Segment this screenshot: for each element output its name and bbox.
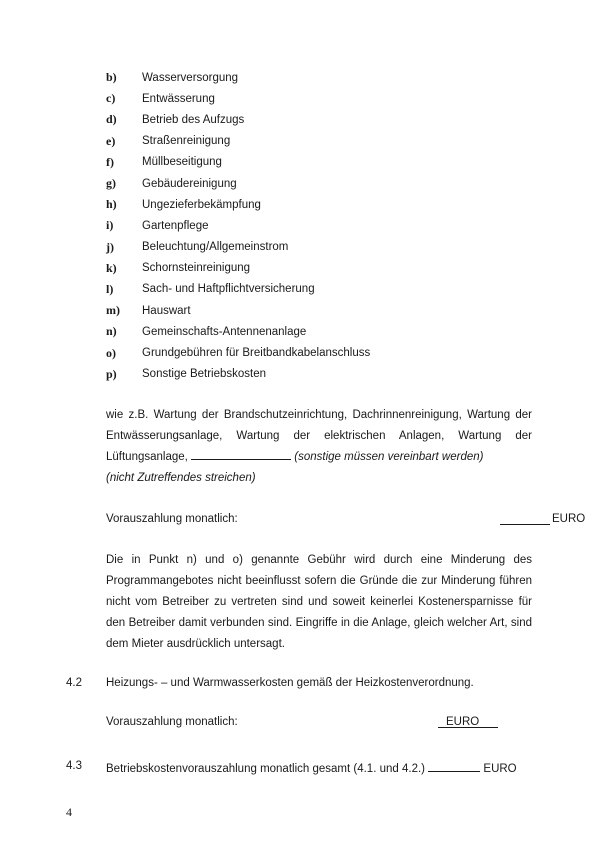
maintenance-paragraph [106,405,532,489]
prepayment-row-1 [106,513,586,525]
total-amount-blank[interactable] [428,760,480,772]
list-item-text: Müllbeseitigung [142,156,222,169]
list-item-letter: f) [106,154,114,169]
list-item-text: Ungezieferbekämpfung [142,198,261,211]
list-item-letter: m) [106,303,120,318]
currency-label: EURO [552,513,586,525]
list-item [106,173,370,194]
list-item-text: Straßenreinigung [142,135,231,148]
section-4-2-number: 4.2 [66,677,82,689]
list-item [106,194,370,215]
currency-label: EURO [446,716,480,728]
strike-note: (nicht Zutreffendes streichen) [106,472,256,484]
list-item [106,67,370,88]
list-item [106,152,370,173]
section-4-3-label: Betriebskostenvorauszahlung monatlich gesamt (4.1. und 4.2.) [106,763,425,775]
prepayment-label: Vorauszahlung monatlich: [106,716,238,728]
list-item-letter: h) [106,197,117,212]
list-item [106,279,370,300]
list-item-letter: n) [106,324,117,339]
other-note: (sonstige müssen vereinbart werden) [294,451,484,463]
list-item-text: Grundgebühren für Breitbandkabelanschluss [142,347,371,360]
list-item [106,300,370,321]
list-item-letter: l) [106,281,114,296]
section-4-2-text: Heizungs- – und Warmwasserkosten gemäß der Heizkostenverordnung. [106,677,474,689]
section-4-3-text [106,760,517,775]
list-item-letter: b) [106,70,117,85]
list-item [106,321,370,342]
list-item-text: Gemeinschafts-Antennenanlage [142,325,307,338]
list-item-text: Sonstige Betriebskosten [142,368,267,381]
section-4-3-number: 4.3 [66,760,82,772]
list-item-text: Gebäudereinigung [142,177,237,190]
list-item-letter: c) [106,91,116,106]
list-item [106,258,370,279]
list-item [106,237,370,258]
broadcast-paragraph: Die in Punkt n) und o) genannte Gebühr wird durch eine Minderung des Programmangebotes nicht beeinflusst sofern die Gründe die zur Minderung führen nicht vom Betreiber zu vertreten sind und soweit keinerlei Kostenersparnisse für den Betreiber damit verbunden sind. Eingriffe in die Anlage, gleich welcher Art, sind dem Mieter ausdrücklich untersagt. [106,554,532,650]
list-item [106,131,370,152]
list-item [106,342,370,363]
maintenance-text: wie z.B. Wartung der Brandschutzeinrichtung, Dachrinnenreinigung, Wartung der Entwässerungsanlage, Wartung der elektrischen Anlagen, Wartung der Lüftungsanlage, [106,409,532,463]
currency-label: EURO [483,763,517,775]
prepayment-label: Vorauszahlung monatlich: [106,513,238,525]
list-item-letter: j) [106,239,114,254]
list-item [106,215,370,236]
list-item-text: Schornsteinreinigung [142,262,251,275]
list-item-letter: d) [106,112,117,127]
list-item-text: Betrieb des Aufzugs [142,113,245,126]
list-item-text: Entwässerung [142,92,215,105]
fill-in-blank[interactable] [191,448,291,460]
list-item [106,364,370,385]
list-item-text: Hauswart [142,304,191,317]
list-item [106,88,370,109]
list-item-letter: i) [106,218,114,233]
page-number: 4 [66,805,72,819]
list-item [106,109,370,130]
list-item-text: Wasserversorgung [142,71,239,84]
list-item-letter: e) [106,133,116,148]
list-item-letter: k) [106,260,117,275]
list-item-letter: g) [106,176,116,191]
prepayment-amount-blank[interactable] [500,513,550,525]
cost-item-list [106,67,370,385]
list-item-text: Beleuchtung/Allgemeinstrom [142,241,289,254]
prepayment-row-2 [106,716,532,728]
list-item-text: Sach- und Haftpflichtversicherung [142,283,315,296]
list-item-letter: o) [106,345,116,360]
list-item-letter: p) [106,366,117,381]
list-item-text: Gartenpflege [142,219,209,232]
